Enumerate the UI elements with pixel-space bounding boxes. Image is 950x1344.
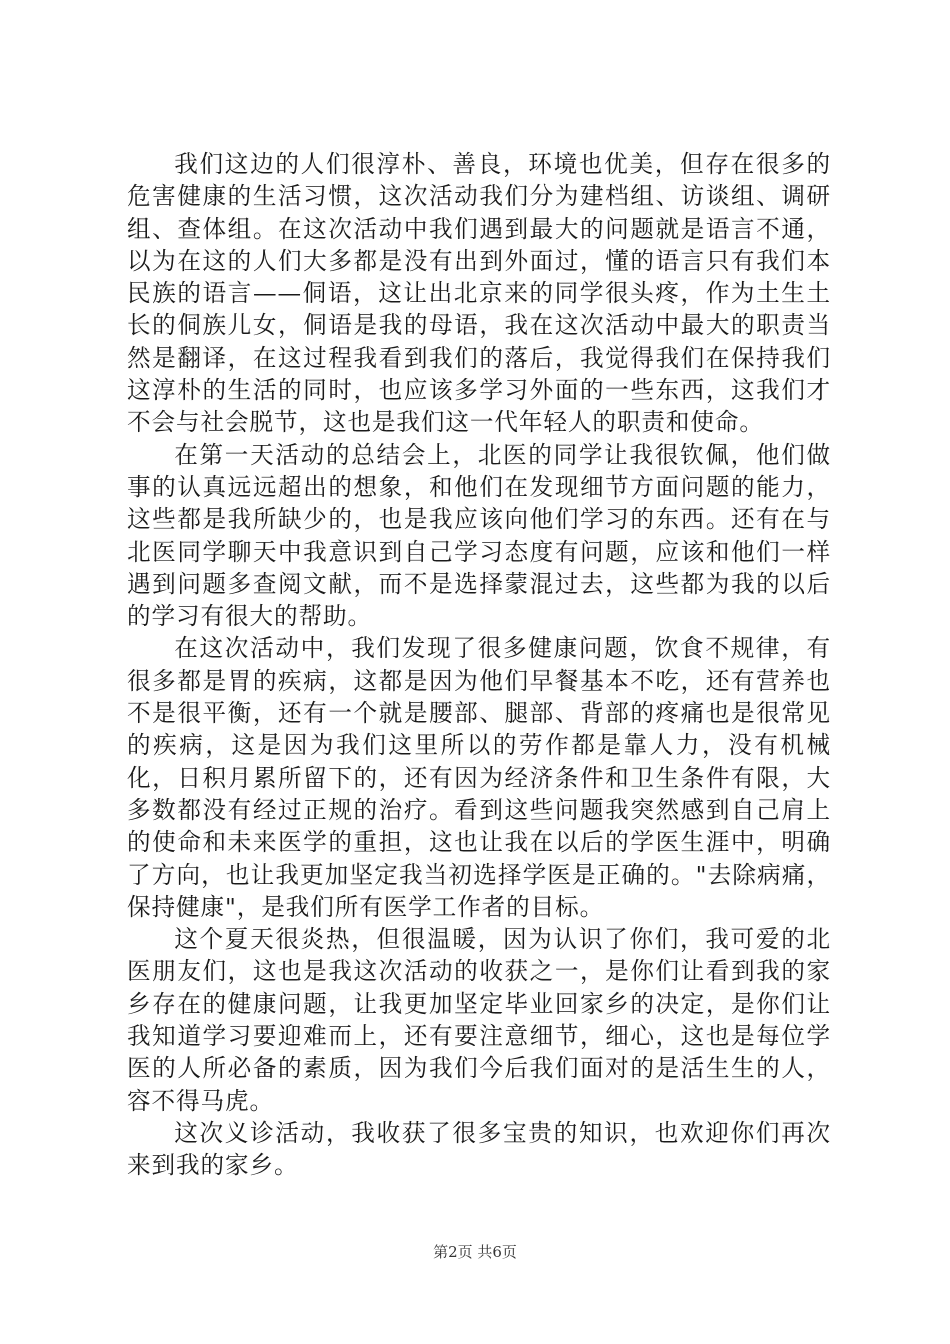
paragraph: 在这次活动中，我们发现了很多健康问题，饮食不规律，有很多都是胃的疾病，这都是因为他们早餐基本不吃，还有营养也不是很平衡，还有一个就是腰部、腿部、背部的疼痛也是很常见的疾病，这是因为我们这里所以的劳作都是靠人力，没有机械化，日积月累所留下的，还有因为经济条件和卫生条件有限，大多数都没有经过正规的治疗。看到这些问题我突然感到自己肩上的使命和未来医学的重担，这也让我在以后的学医生涯中，明确了方向，也让我更加坚定我当初选择学医是正确的。"去除病痛，保持健康"，是我们所有医学工作者的目标。 bbox=[127, 634, 831, 921]
paragraph: 这次义诊活动，我收获了很多宝贵的知识，也欢迎你们再次来到我的家乡。 bbox=[127, 1118, 831, 1180]
paragraph: 这个夏天很炎热，但很温暖，因为认识了你们，我可爱的北医朋友们，这也是我这次活动的收获之一，是你们让看到我的家乡存在的健康问题，让我更加坚定毕业回家乡的决定，是你们让我知道学习要迎难而上，还有要注意细节，细心，这也是每位学医的人所必备的素质，因为我们今后我们面对的是活生生的人，容不得马虎。 bbox=[127, 925, 831, 1115]
page-footer: 第2页 共6页 bbox=[433, 1243, 517, 1261]
paragraph: 在第一天活动的总结会上，北医的同学让我很钦佩，他们做事的认真远远超出的想象，和他们在发现细节方面问题的能力，这些都是我所缺少的，也是我应该向他们学习的东西。还有在与北医同学聊天中我意识到自己学习态度有问题，应该和他们一样遇到问题多查阅文献，而不是选择蒙混过去，这些都为我的以后的学习有很大的帮助。 bbox=[127, 440, 831, 631]
paragraph: 我们这边的人们很淳朴、善良，环境也优美，但存在很多的危害健康的生活习惯，这次活动我们分为建档组、访谈组、调研组、查体组。在这次活动中我们遇到最大的问题就是语言不通，以为在这的人们大多都是没有出到外面过，懂的语言只有我们本民族的语言——侗语，这让出北京来的同学很头疼，作为土生土长的侗族儿女，侗语是我的母语，我在这次活动中最大的职责当然是翻译，在这过程我看到我们的落后，我觉得我们在保持我们这淳朴的生活的同时，也应该多学习外面的一些东西，这我们才不会与社会脱节，这也是我们这一代年轻人的职责和使命。 bbox=[127, 150, 831, 437]
document-body bbox=[127, 148, 831, 1182]
